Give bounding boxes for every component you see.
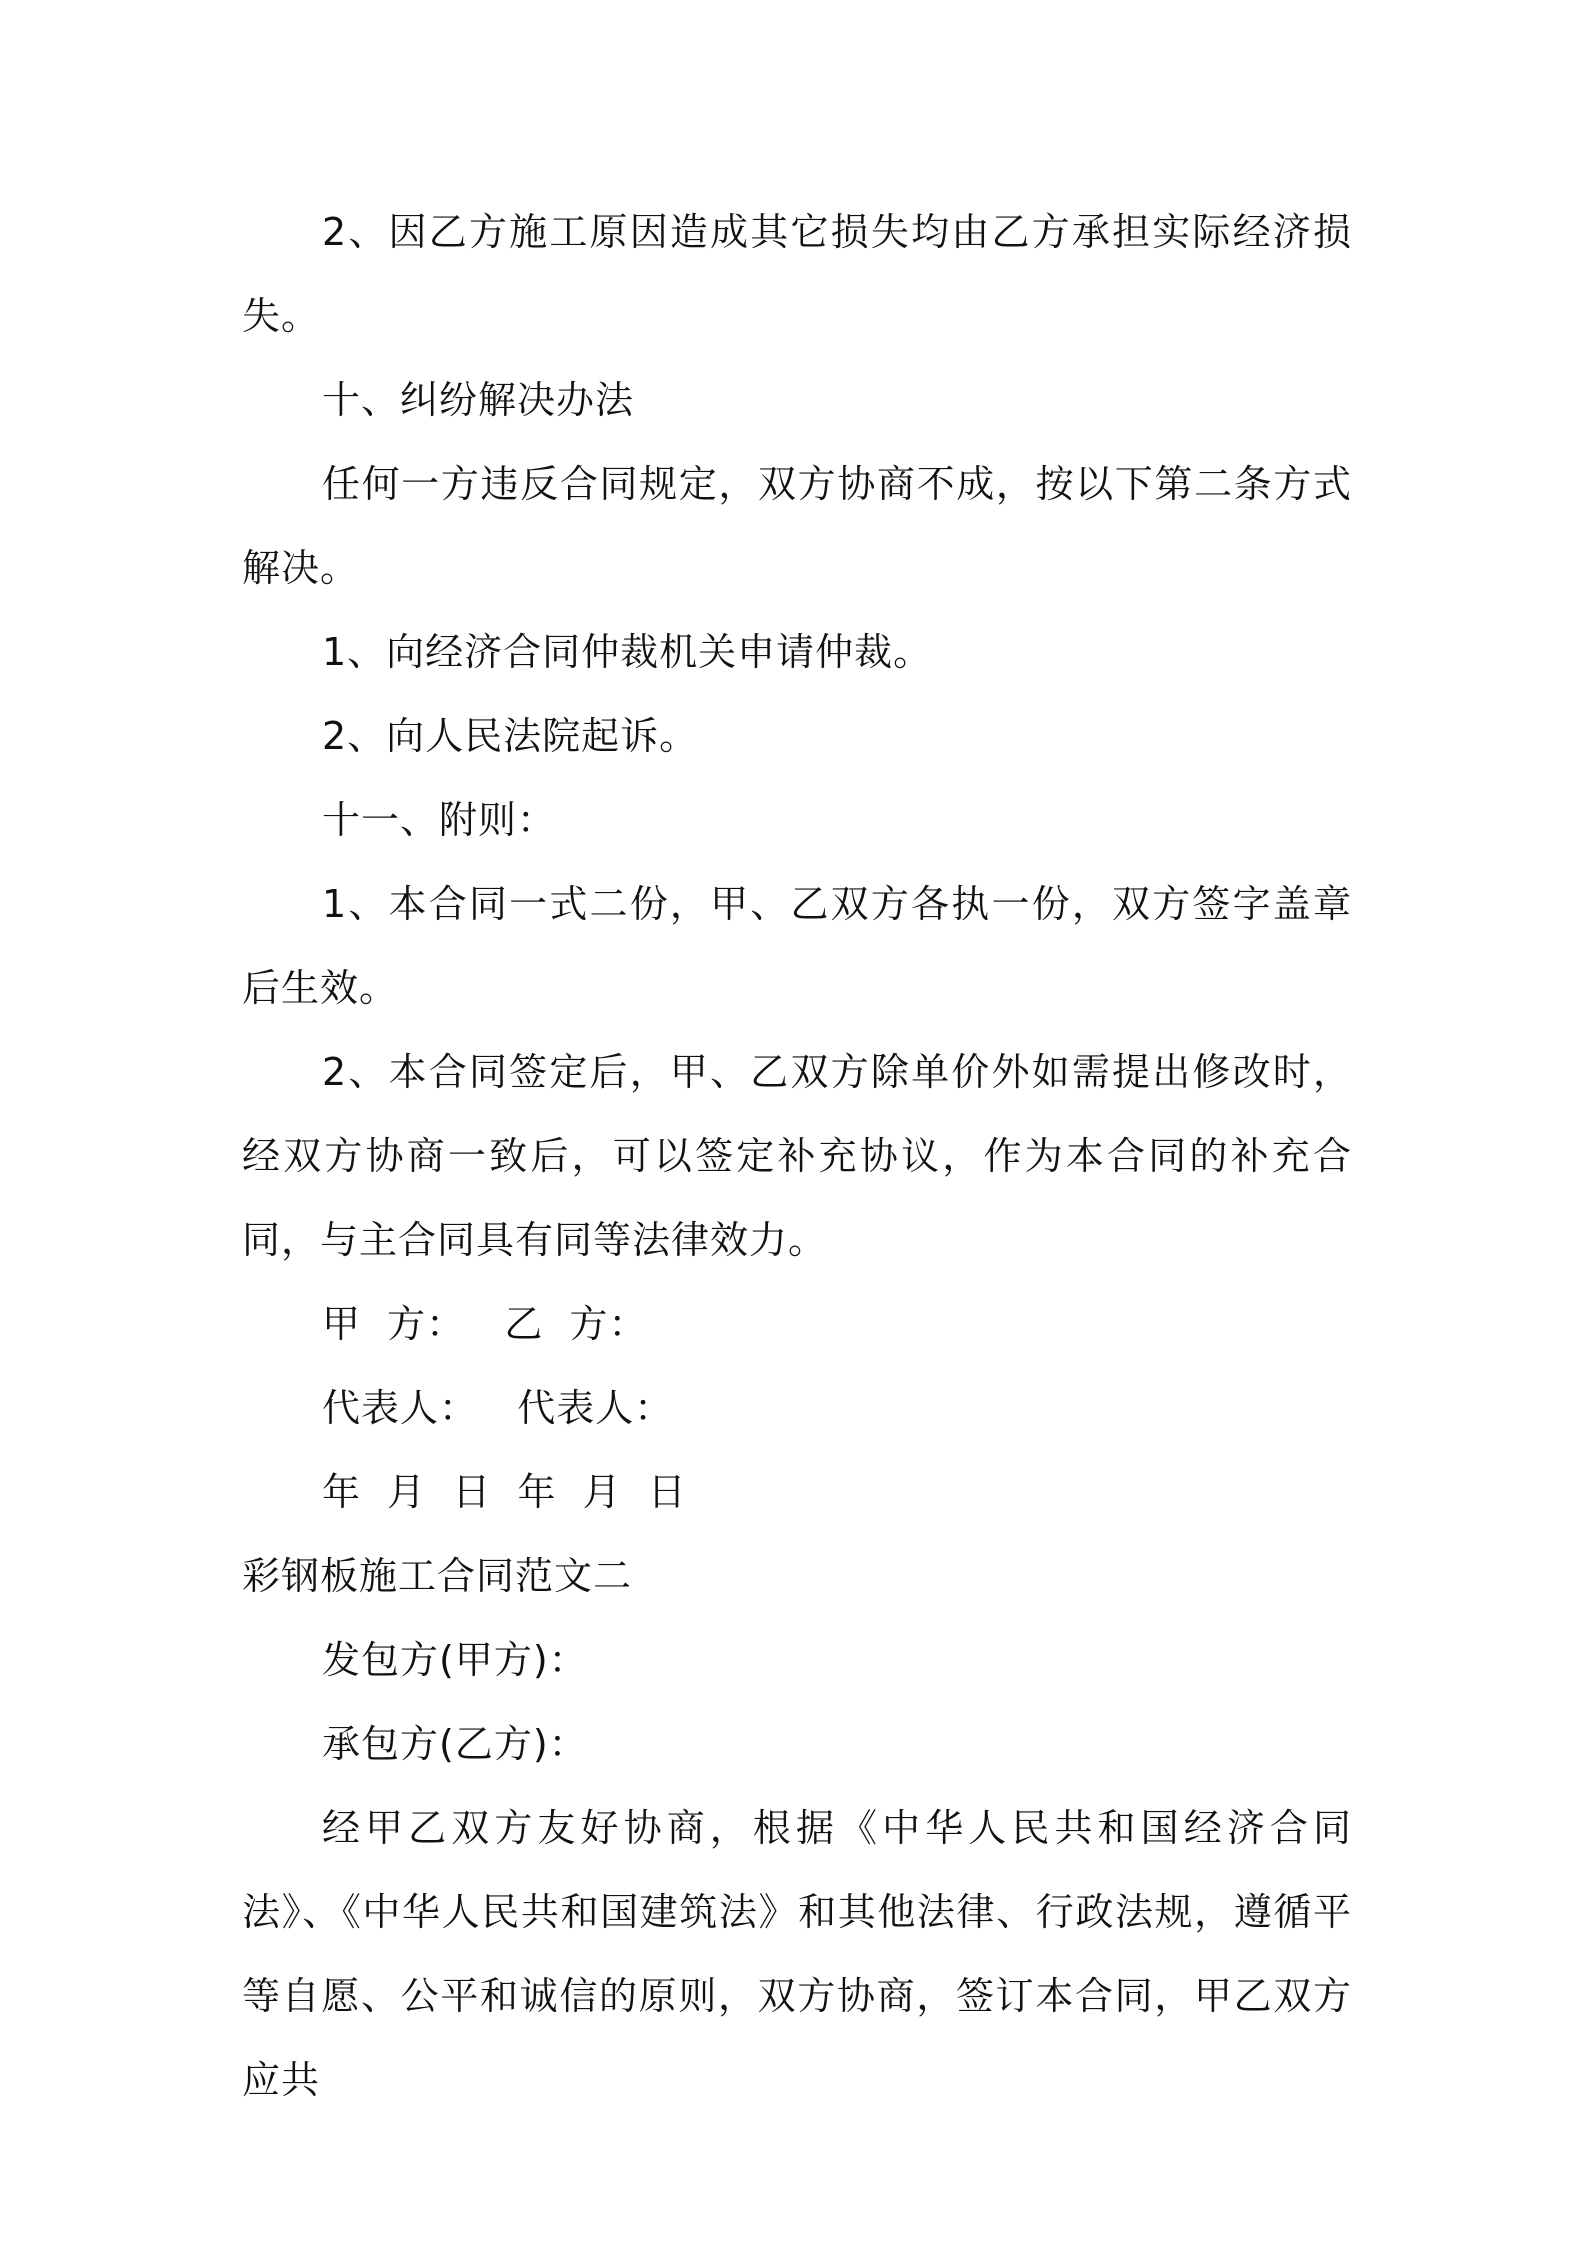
section-heading-supplementary-provisions: 十一、附则：	[322, 798, 557, 842]
signature-parties-line: 甲 方： 乙 方：	[322, 1302, 648, 1346]
contract-sample-two-title: 彩钢板施工合同范文二	[242, 1554, 633, 1598]
document-page	[242, 190, 1352, 2122]
signature-representatives-line: 代表人： 代表人：	[322, 1386, 674, 1430]
paragraph-preamble: 经甲乙双方友好协商，根据《中华人民共和国经济合同法》、《中华人民共和国建筑法》和其他法律、行政法规，遵循平等自愿、公平和诚信的原则，双方协商，签订本合同，甲乙双方应共	[242, 1806, 1352, 2102]
paragraph-copies: 1、本合同一式二份，甲、乙双方各执一份，双方签字盖章后生效。	[242, 882, 1352, 1010]
party-b-label: 承包方(乙方)：	[322, 1722, 588, 1766]
party-a-label: 发包方(甲方)：	[322, 1638, 588, 1682]
section-heading-dispute-resolution: 十、纠纷解决办法	[322, 378, 635, 422]
paragraph-loss-liability: 2、因乙方施工原因造成其它损失均由乙方承担实际经济损失。	[242, 210, 1352, 338]
paragraph-dispute-method: 任何一方违反合同规定，双方协商不成，按以下第二条方式解决。	[242, 462, 1352, 590]
paragraph-lawsuit: 2、向人民法院起诉。	[322, 714, 699, 758]
signature-date-line: 年 月 日 年 月 日	[322, 1470, 687, 1514]
paragraph-arbitration: 1、向经济合同仲裁机关申请仲裁。	[322, 630, 933, 674]
paragraph-amendments: 2、本合同签定后，甲、乙双方除单价外如需提出修改时，经双方协商一致后，可以签定补充协议，作为本合同的补充合同，与主合同具有同等法律效力。	[242, 1050, 1352, 1262]
